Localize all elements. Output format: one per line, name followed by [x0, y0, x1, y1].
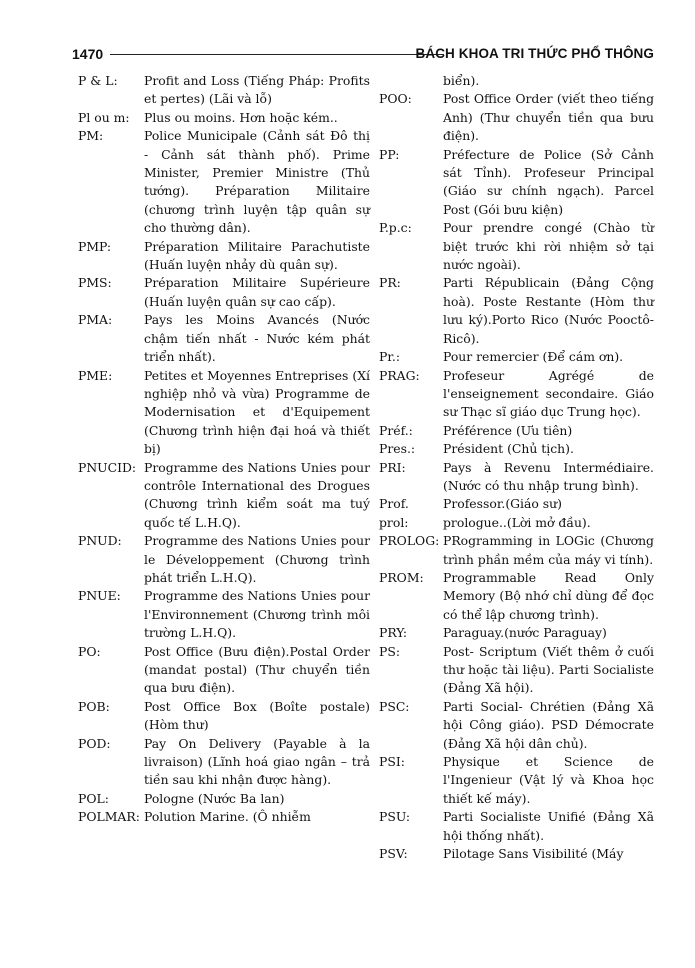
- entry-abbreviation: PRY:: [379, 625, 408, 641]
- entry-definition: Programme des Nations Unies pour le Développement (Chương trình phát triển L.H.Q).: [144, 533, 370, 585]
- running-title: BÁCH KHOA TRI THỨC PHỔ THÔNG: [415, 46, 654, 61]
- entry-abbreviation: P & L:: [78, 73, 118, 88]
- entry-abbreviation: Prof.: [379, 496, 409, 512]
- entry-abbreviation: PS:: [379, 643, 400, 659]
- entry-definition: Préférence (Ưu tiên): [443, 422, 573, 438]
- entry-definition: Pour prendre congé (Chào từ biệt trước khi rời nhiệm sở tại nước ngoài).: [443, 220, 654, 273]
- entry-definition: Paraguay.(nước Paraguay): [443, 625, 607, 641]
- entry-definition: Police Municipale (Cảnh sát Đô thị - Cảnh sát thành phố). Prime Minister, Premier Ministre (Thủ tướng). Préparation Militaire (chương trình luyện tập quân sự cho thường dân).: [144, 128, 370, 236]
- entry-definition: Programme des Nations Unies pour l'Environnement (Chương trình môi trường L.H.Q).: [144, 588, 370, 641]
- entry-abbreviation: Préf.:: [379, 422, 413, 438]
- entry-abbreviation: PO:: [78, 643, 101, 659]
- entry-abbreviation: POLMAR:: [78, 809, 140, 825]
- entry-definition: Post Office (Bưu điện).Postal Order (mandat postal) (Thư chuyển tiền qua bưu điện).: [144, 643, 370, 696]
- entry-abbreviation: PSI:: [379, 754, 405, 770]
- glossary-entry: [379, 753, 654, 808]
- left-column: [78, 72, 370, 827]
- entry-definition: Pologne (Nước Ba lan): [144, 790, 285, 806]
- entry-abbreviation: PME:: [78, 367, 113, 383]
- header-rule: [110, 54, 444, 55]
- entry-abbreviation: PNUE:: [78, 588, 121, 604]
- glossary-entry: [379, 440, 654, 458]
- entry-abbreviation: POO:: [379, 91, 412, 107]
- entry-abbreviation: P.p.c:: [379, 220, 412, 236]
- entry-definition: Pay On Delivery (Payable à la livraison) (Lĩnh hoá giao ngân – trả tiền sau khi nhận được hàng).: [144, 735, 370, 788]
- page-header: [72, 44, 654, 64]
- entry-abbreviation: PMP:: [78, 238, 112, 254]
- page-number: 1470: [72, 46, 104, 62]
- glossary-entry: [379, 624, 654, 642]
- glossary-entry: [78, 643, 370, 698]
- entry-abbreviation: Pres.:: [379, 441, 416, 457]
- entry-definition: Pilotage Sans Visibilité (Máy: [443, 846, 624, 862]
- glossary-entry: [379, 845, 654, 863]
- glossary-entry: [379, 532, 654, 569]
- entry-definition: Plus ou moins. Hơn hoặc kém..: [144, 109, 338, 125]
- entry-abbreviation: PRAG:: [379, 367, 420, 383]
- entry-abbreviation: PNUD:: [78, 533, 122, 549]
- entry-definition: Préfecture de Police (Sở Cảnh sát Tỉnh). Profeseur Principal (Giáo sư chính ngạch). Parcel Post (Gói bưu kiện): [443, 146, 654, 217]
- entry-abbreviation: PSC:: [379, 698, 410, 714]
- glossary-entry: [78, 532, 370, 587]
- entry-definition: Programme des Nations Unies pour contrôle International des Drogues (Chương trình kiểm soát ma tuý quốc tế L.H.Q).: [144, 459, 370, 530]
- glossary-entry: [78, 698, 370, 735]
- entry-definition: Parti Social- Chrétien (Đảng Xã hội Công giáo). PSD Démocrate (Đảng Xã hội dân chủ).: [443, 698, 654, 751]
- entry-definition: Président (Chủ tịch).: [443, 441, 574, 457]
- entry-abbreviation: PROLOG:: [379, 533, 440, 549]
- entry-definition: Programmable Read Only Memory (Bộ nhớ chỉ dùng để đọc có thể lập chương trình).: [443, 569, 654, 622]
- glossary-entry: [78, 587, 370, 642]
- entry-definition: Préparation Militaire Parachutiste (Huấn luyện nhảy dù quân sự).: [144, 238, 370, 273]
- glossary-entry: [379, 146, 654, 220]
- glossary-entry: [379, 643, 654, 698]
- entry-definition: Pays à Revenu Intermédiaire. (Nước có thu nhập trung bình).: [443, 459, 654, 493]
- entry-definition: Professor.(Giáo sư): [443, 496, 562, 512]
- glossary-entry: [379, 348, 654, 366]
- entry-abbreviation: PROM:: [379, 569, 424, 585]
- glossary-entry: [78, 109, 370, 127]
- glossary-entry: [379, 459, 654, 496]
- entry-definition: Polution Marine. (Ô nhiễm: [144, 809, 311, 825]
- glossary-entry: [379, 808, 654, 845]
- entry-abbreviation: PNUCID:: [78, 459, 137, 475]
- entry-abbreviation: POL:: [78, 790, 109, 806]
- entry-abbreviation: PP:: [379, 146, 400, 162]
- entry-abbreviation: PR:: [379, 275, 401, 291]
- entry-abbreviation: PM:: [78, 128, 104, 144]
- glossary-entry: [379, 72, 654, 90]
- glossary-entry: [78, 311, 370, 366]
- entry-definition: Profeseur Agrégé de l'enseignement secondaire. Giáo sư Thạc sĩ giáo dục Trung học).: [443, 367, 654, 420]
- glossary-entry: [78, 459, 370, 533]
- glossary-entry: [78, 790, 370, 808]
- glossary-entry: [78, 735, 370, 790]
- glossary-entry: [379, 514, 654, 532]
- entry-definition: Parti Socialiste Unifié (Đảng Xã hội thống nhất).: [443, 809, 654, 843]
- entry-abbreviation: Pl ou m:: [78, 109, 130, 125]
- entry-definition: Post Office Box (Boîte postale) (Hòm thư): [144, 698, 370, 733]
- entry-definition: biển).: [443, 73, 480, 88]
- entry-abbreviation: POD:: [78, 735, 111, 751]
- glossary-entry: [379, 274, 654, 348]
- glossary-entry: [78, 127, 370, 237]
- glossary-entry: [379, 219, 654, 274]
- glossary-entry: [78, 808, 370, 826]
- entry-definition: Préparation Militaire Supérieure (Huấn luyện quân sự cao cấp).: [144, 275, 370, 309]
- entry-definition: Profit and Loss (Tiếng Pháp: Profits et pertes) (Lãi và lỗ): [144, 73, 370, 107]
- glossary-entry: [78, 367, 370, 459]
- glossary-entry: [379, 495, 654, 513]
- glossary-entry: [379, 422, 654, 440]
- glossary-entry: [379, 90, 654, 145]
- entry-definition: Post Office Order (viết theo tiếng Anh) (Thư chuyển tiền qua bưu điện).: [443, 91, 654, 144]
- entry-definition: Physique et Science de l'Ingenieur (Vật lý và Khoa học thiết kế máy).: [443, 754, 654, 806]
- entry-abbreviation: PMS:: [78, 275, 112, 291]
- entry-definition: Pays les Moins Avancés (Nước chậm tiến nhất - Nước kém phát triển nhất).: [144, 312, 370, 365]
- glossary-entry: [379, 698, 654, 753]
- glossary-entry: [78, 274, 370, 311]
- entry-definition: Post- Scriptum (Viết thêm ở cuối thư hoặc tài liệu). Parti Socialiste (Đảng Xã hội).: [443, 643, 654, 696]
- entry-abbreviation: Pr.:: [379, 349, 401, 365]
- entry-definition: PRogramming in LOGic (Chương trình phần mềm của máy vi tính).: [443, 533, 654, 567]
- entry-definition: prologue..(Lời mở đầu).: [443, 514, 591, 530]
- glossary-entry: [379, 569, 654, 624]
- entry-abbreviation: PRI:: [379, 459, 406, 475]
- entry-abbreviation: PSV:: [379, 846, 408, 862]
- entry-definition: Pour remercier (Để cám ơn).: [443, 349, 624, 365]
- entry-abbreviation: PSU:: [379, 809, 411, 825]
- entry-abbreviation: prol:: [379, 514, 409, 530]
- entry-abbreviation: PMA:: [78, 312, 113, 328]
- glossary-entry: [379, 367, 654, 422]
- entry-definition: Parti Républicain (Đảng Cộng hoà). Poste Restante (Hòm thư lưu ký).Porto Rico (Nước Pooctô-Ricô).: [443, 275, 654, 346]
- right-column: [379, 72, 654, 863]
- glossary-entry: [78, 238, 370, 275]
- glossary-entry: [78, 72, 370, 109]
- entry-abbreviation: POB:: [78, 698, 110, 714]
- entry-definition: Petites et Moyennes Entreprises (Xí nghiệp nhỏ và vừa) Programme de Modernisation et d'Equipement (Chương trình hiện đại hoá và thiết bị): [144, 367, 370, 457]
